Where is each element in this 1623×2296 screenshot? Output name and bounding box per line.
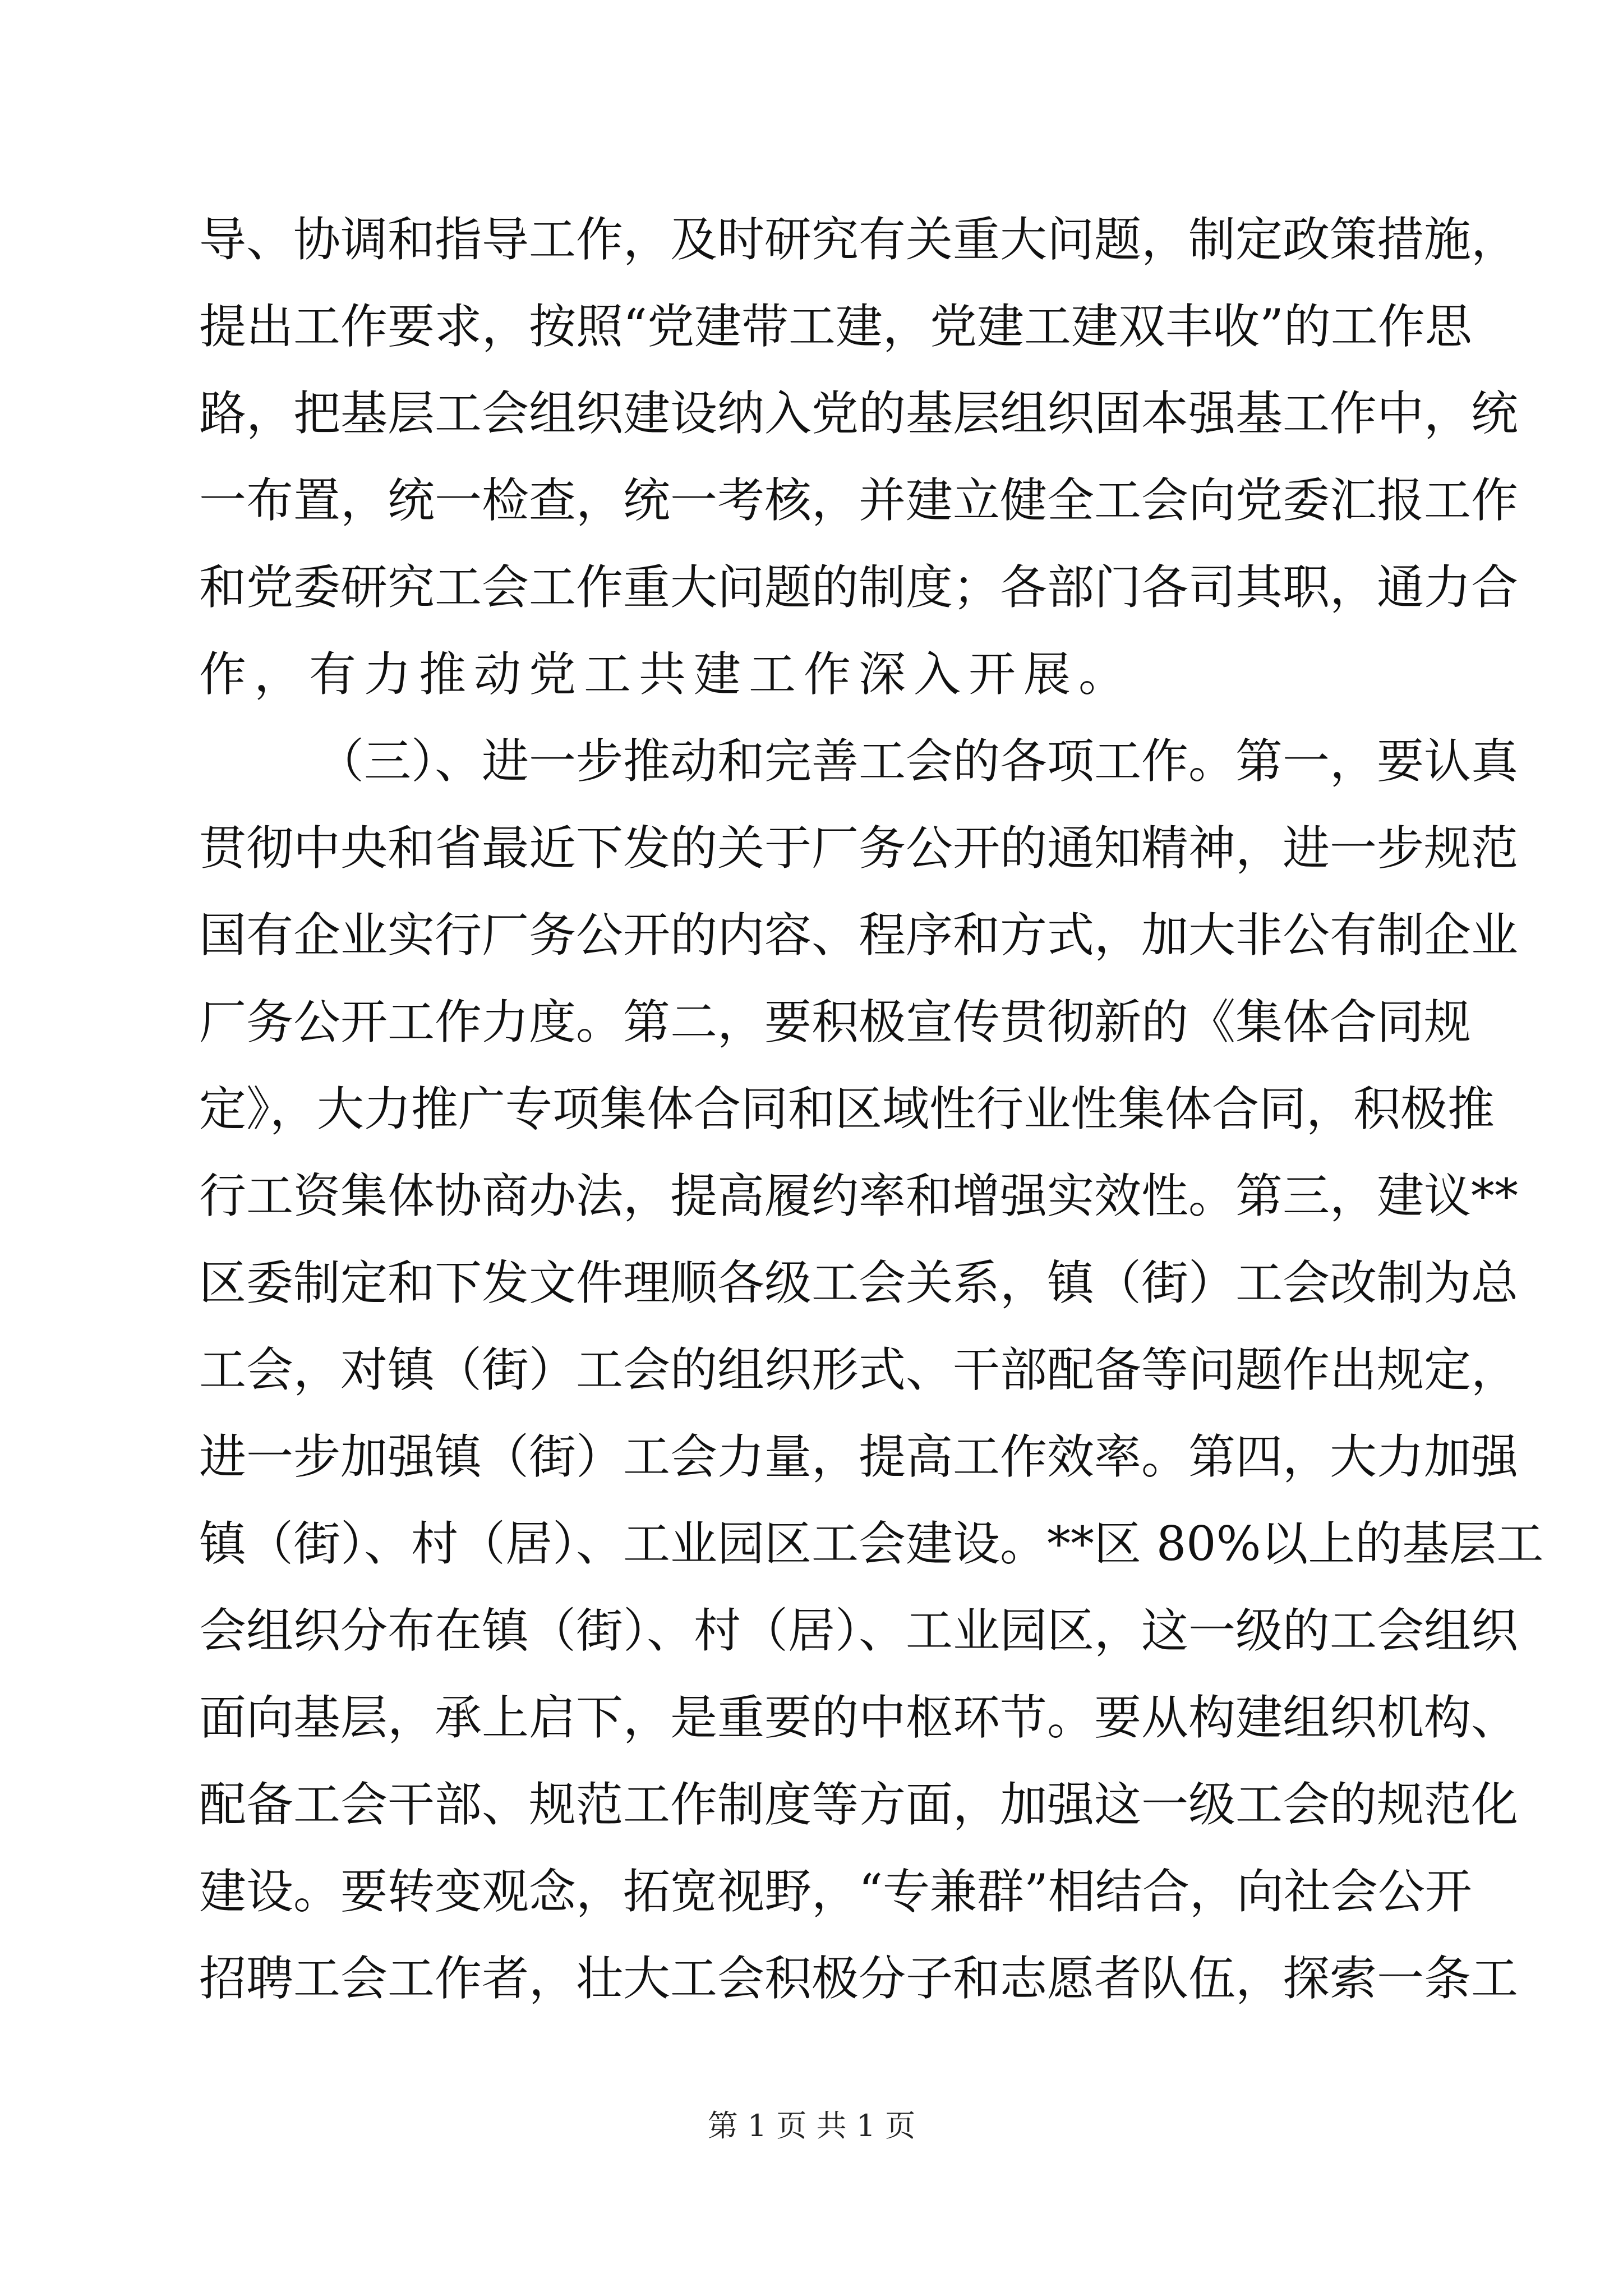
text-line: 导、协调和指导工作，及时研究有关重大问题，制定政策措施， xyxy=(199,212,1519,267)
text-line: 招聘工会工作者，壮大工会积极分子和志愿者队伍，探索一条工 xyxy=(199,1951,1519,2006)
text-line: 行工资集体协商办法，提高履约率和增强实效性。第三，建议** xyxy=(199,1168,1519,1223)
text-line: 镇（街）、村（居）、工业园区工会建设。**区 80%以上的基层工 xyxy=(199,1516,1544,1571)
text-line: 配备工会干部、规范工作制度等方面，加强这一级工会的规范化 xyxy=(199,1777,1519,1832)
text-line: 进一步加强镇（街）工会力量，提高工作效率。第四，大力加强 xyxy=(199,1429,1519,1484)
text-line: 厂务公开工作力度。第二，要积极宣传贯彻新的《集体合同规 xyxy=(199,995,1472,1050)
text-line: 作，有力推动党工共建工作深入开展。 xyxy=(199,647,1134,702)
text-line: 提出工作要求，按照“党建带工建，党建工建双丰收”的工作思 xyxy=(199,299,1472,354)
body-text xyxy=(199,196,1544,2022)
text-line: 会组织分布在镇（街）、村（居）、工业园区，这一级的工会组织 xyxy=(199,1603,1519,1658)
text-line: 区委制定和下发文件理顺各级工会关系，镇（街）工会改制为总 xyxy=(199,1255,1519,1310)
text-line: 工会，对镇（街）工会的组织形式、干部配备等问题作出规定， xyxy=(199,1342,1519,1397)
text-line: 定》，大力推广专项集体合同和区域性行业性集体合同，积极推 xyxy=(199,1082,1495,1137)
text-line: 贯彻中央和省最近下发的关于厂务公开的通知精神，进一步规范 xyxy=(199,821,1519,876)
text-line: 国有企业实行厂务公开的内容、程序和方式，加大非公有制企业 xyxy=(199,908,1519,963)
text-line: 和党委研究工会工作重大问题的制度；各部门各司其职，通力合 xyxy=(199,560,1519,615)
text-line: 路，把基层工会组织建设纳入党的基层组织固本强基工作中，统 xyxy=(199,386,1519,441)
paragraph-start-line: （三）、进一步推动和完善工会的各项工作。第一，要认真 xyxy=(317,734,1519,789)
page-number-footer: 第 1 页 共 1 页 xyxy=(707,2108,916,2143)
text-line: 一布置，统一检查，统一考核，并建立健全工会向党委汇报工作 xyxy=(199,473,1519,528)
text-line: 建设。要转变观念，拓宽视野，“专兼群”相结合，向社会公开 xyxy=(199,1864,1472,1919)
text-line: 面向基层，承上启下，是重要的中枢环节。要从构建组织机构、 xyxy=(199,1690,1519,1745)
